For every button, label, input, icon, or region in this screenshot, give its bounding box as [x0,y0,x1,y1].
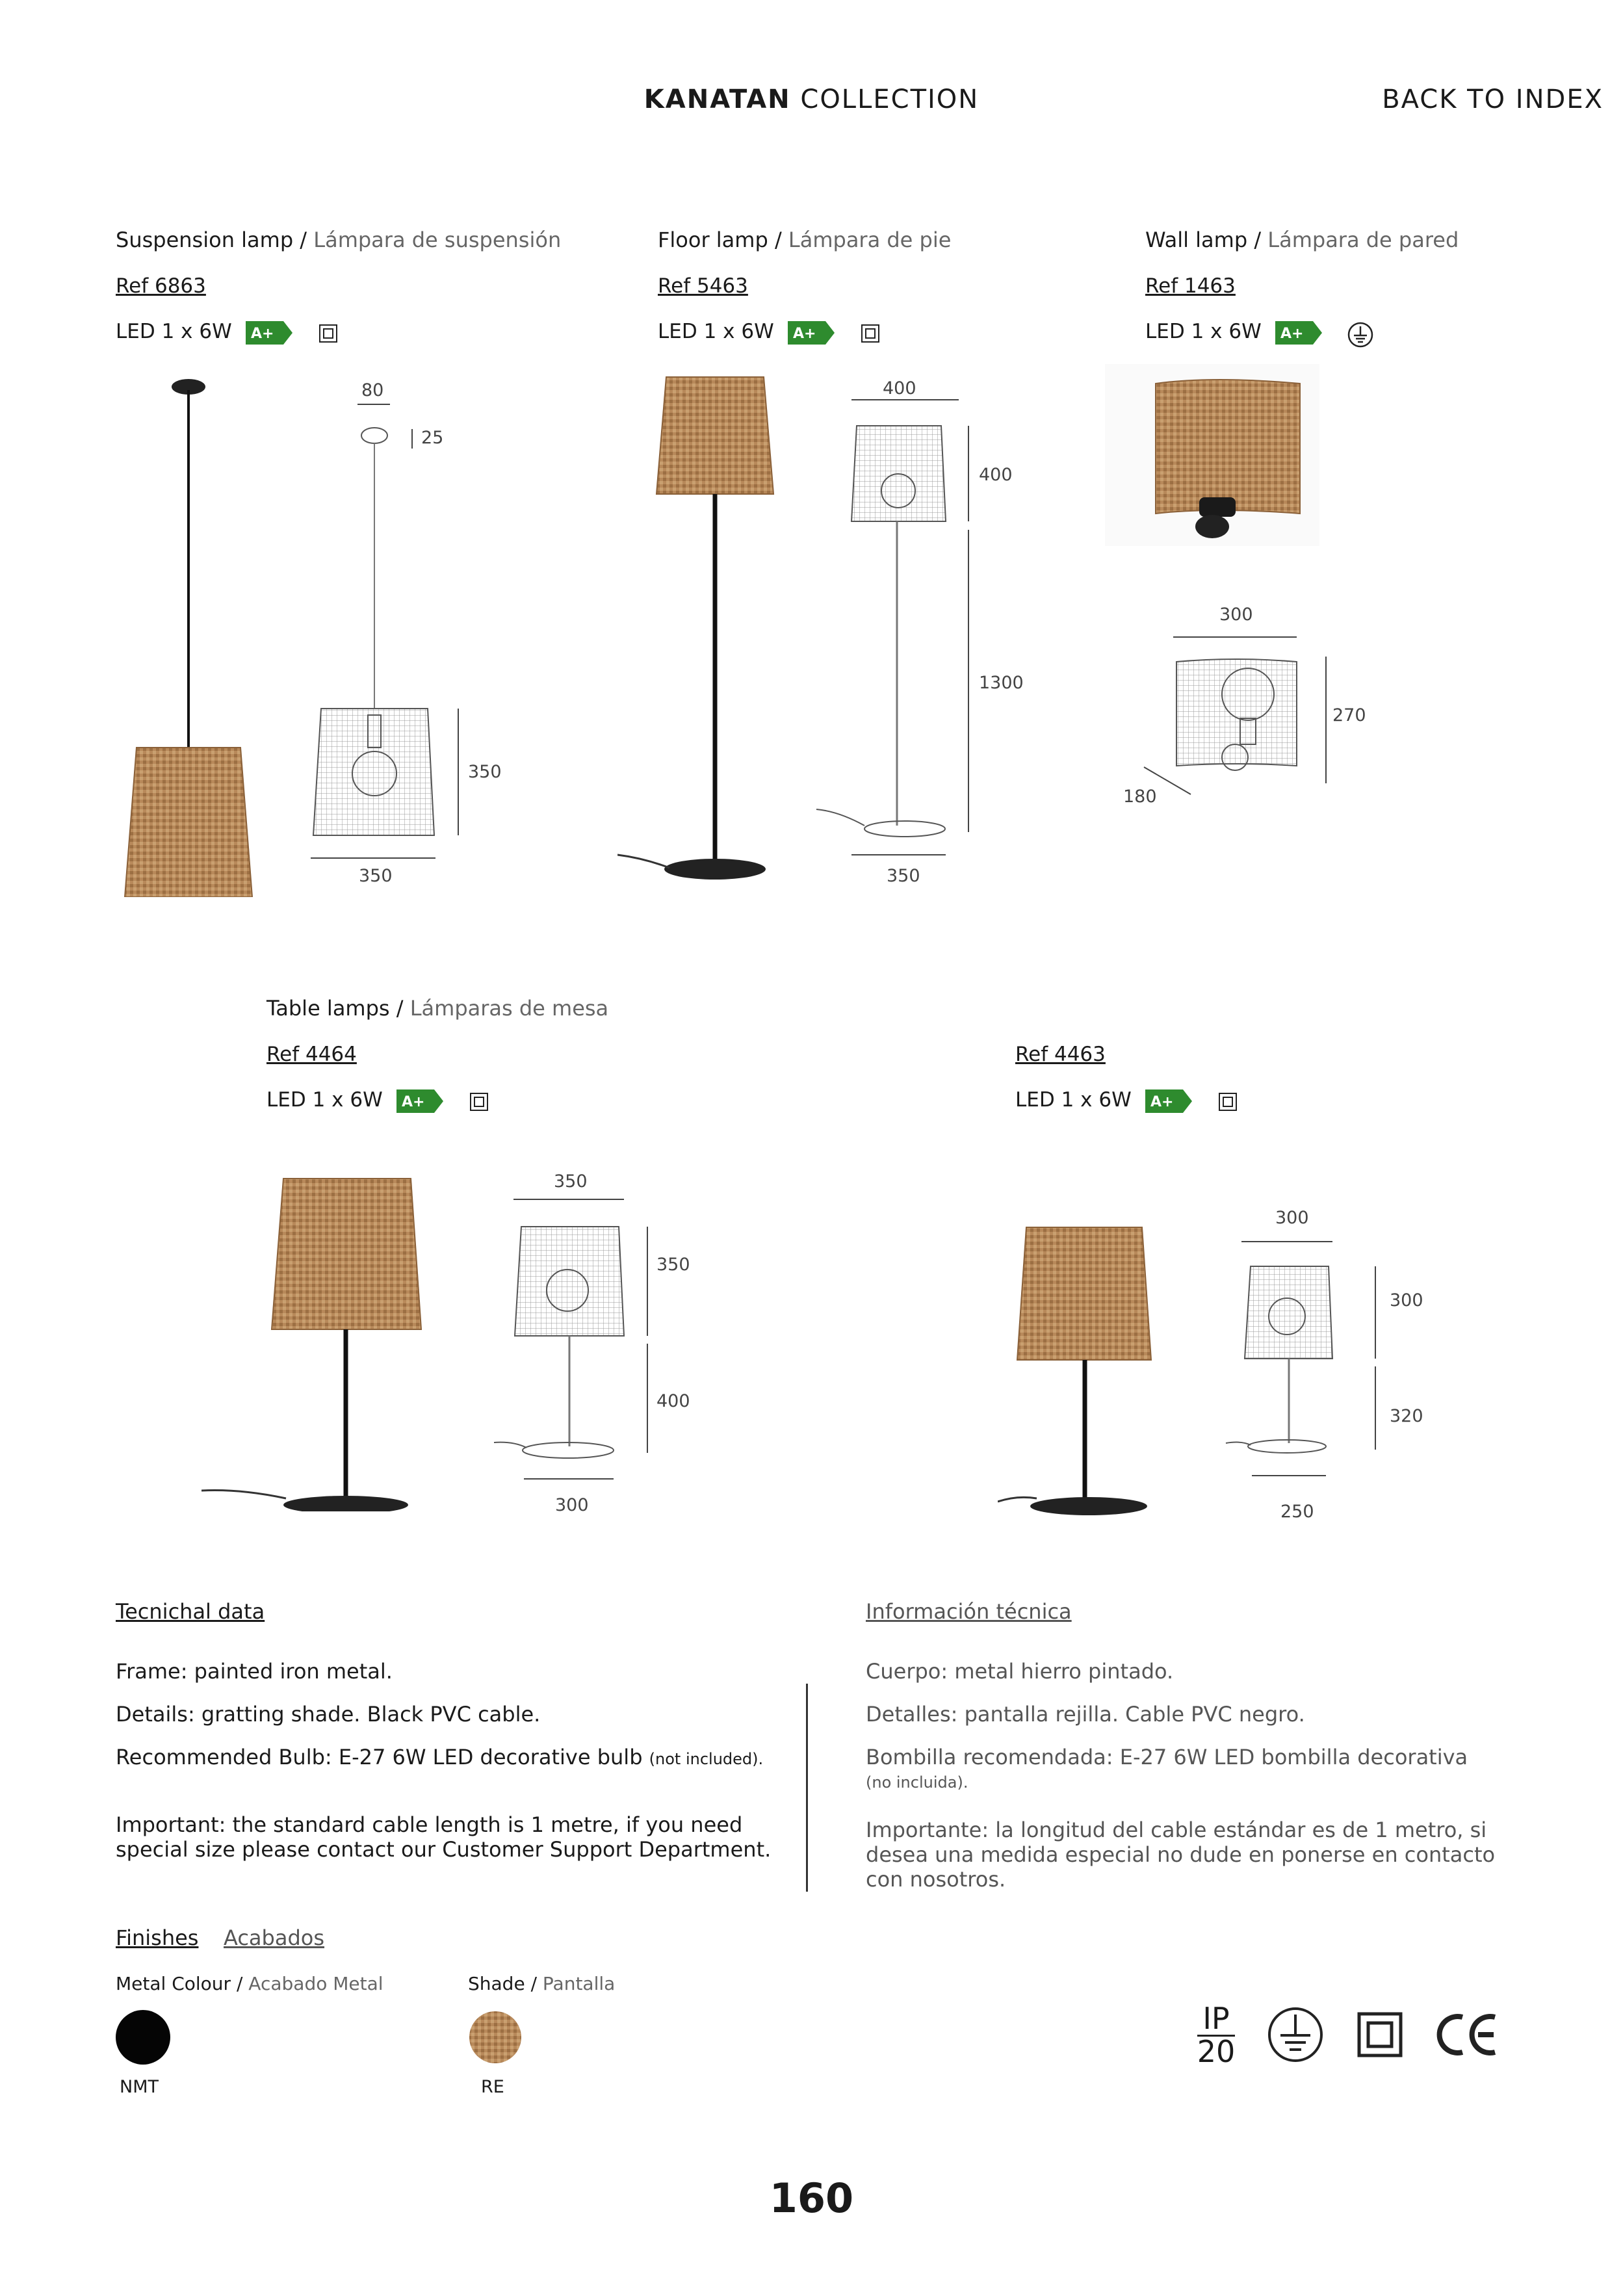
table-lamp-small-drawing [1222,1222,1417,1502]
tech-frame-en: Frame: painted iron metal. [116,1659,393,1684]
class-ii-icon [318,324,338,343]
table-large-dim-shade-height: 350 [656,1255,690,1275]
floor-power: LED 1 x 6W [658,320,774,343]
wall-ref[interactable]: Ref 1463 [1145,274,1236,298]
energy-class-badge [788,321,835,345]
ce-mark-icon [1436,2012,1501,2057]
table-lamp-large-drawing [494,1193,663,1518]
table-small-dim-shade-width: 300 [1275,1208,1309,1228]
wall-title [1145,228,1459,252]
wall-dim-depth: 180 [1123,787,1157,807]
energy-class-label: A+ [251,326,274,342]
tech-important-es-3: con nosotros. [866,1867,1006,1892]
floor-dim-shade-width: 400 [883,378,916,398]
floor-title-en: Floor lamp / [658,228,782,252]
column-divider [806,1684,808,1892]
finish-metal-label-es: Acabado Metal [248,1973,383,1994]
table-small-dim-base-width: 250 [1280,1502,1314,1522]
finish-shade-label-en: Shade / [468,1973,538,1994]
suspension-title-en: Suspension lamp / [116,228,307,252]
tech-bulb-en-note: (not included). [649,1750,764,1768]
table-lamp-small-photo [998,1222,1167,1521]
tech-important-es-1: Importante: la longitud del cable estándar es de 1 metro, si [866,1818,1487,1842]
earth-ground-icon [1347,321,1374,348]
finish-metal-code: NMT [120,2077,159,2097]
floor-lamp-photo [617,374,780,894]
suspension-dim-shade-width: 350 [359,866,393,886]
table-small-dim-stem-height: 320 [1390,1406,1423,1426]
floor-dim-stem-height: 1300 [979,673,1024,693]
suspension-lamp-drawing [305,377,500,897]
finish-shade-code: RE [481,2077,504,2097]
wall-lamp-photo [1105,364,1319,546]
page-number: 160 [769,2174,854,2222]
suspension-dim-canopy-height: 25 [421,428,444,448]
energy-class-badge [1145,1089,1192,1113]
energy-class-badge [246,321,292,345]
class-ii-icon [1357,2012,1403,2057]
tech-frame-es: Cuerpo: metal hierro pintado. [866,1659,1174,1684]
finish-shade-label [468,1973,615,1994]
class-ii-icon [469,1092,489,1112]
table-large-dim-base-width: 300 [555,1495,589,1515]
back-to-index-link[interactable]: BACK TO INDEX [1382,85,1604,114]
table-large-dim-shade-width: 350 [554,1171,588,1192]
ip-label: IP [1202,2001,1230,2036]
tech-important-en-2: special size please contact our Customer Support Department. [116,1837,772,1862]
finish-shade-label-es: Pantalla [542,1973,616,1994]
tech-bulb-es-note: (no incluida). [866,1773,968,1792]
energy-class-label: A+ [1150,1094,1174,1110]
table-large-dim-stem-height: 400 [656,1391,690,1411]
table-small-ref[interactable]: Ref 4463 [1015,1043,1106,1066]
floor-dim-shade-height: 400 [979,465,1013,485]
table-title-es: Lámparas de mesa [409,996,609,1021]
suspension-ref[interactable]: Ref 6863 [116,274,206,298]
tech-bulb-en-text: Recommended Bulb: E-27 6W LED decorative bulb [116,1745,643,1769]
wall-dim-height: 270 [1332,705,1366,725]
wall-dim-width: 300 [1219,605,1253,625]
suspension-dim-canopy-width: 80 [361,380,384,400]
swatch-metal-nmt[interactable] [116,2010,170,2065]
table-small-dim-shade-height: 300 [1390,1290,1423,1311]
energy-class-badge [396,1089,443,1113]
table-large-ref[interactable]: Ref 4464 [266,1043,357,1066]
wall-title-en: Wall lamp / [1145,228,1262,252]
tech-important-es-2: desea una medida especial no dude en ponerse en contacto [866,1842,1496,1867]
table-small-power: LED 1 x 6W [1015,1088,1132,1112]
table-lamp-large-photo [201,1173,442,1511]
finishes-heading-en: Finishes [116,1925,199,1950]
wall-title-es: Lámpara de pared [1267,228,1459,252]
finish-metal-label-en: Metal Colour / [116,1973,243,1994]
suspension-title [116,228,561,252]
suspension-title-es: Lámpara de suspensión [313,228,562,252]
wall-lamp-drawing [1131,618,1365,813]
tech-details-es: Detalles: pantalla rejilla. Cable PVC negro. [866,1702,1305,1727]
floor-dim-base-width: 350 [887,866,920,886]
ip20-icon [1187,2003,1245,2067]
class-ii-icon [861,324,880,343]
suspension-power: LED 1 x 6W [116,320,232,343]
floor-title [658,228,951,252]
collection-word: COLLECTION [800,85,980,114]
table-title-en: Table lamps / [266,996,404,1021]
tech-bulb-es: Bombilla recomendada: E-27 6W LED bombilla decorativa [866,1745,1468,1769]
collection-title [0,85,1623,114]
energy-class-badge [1275,321,1322,345]
energy-class-label: A+ [402,1094,425,1110]
floor-lamp-drawing [812,377,975,884]
finishes-heading-es: Acabados [224,1925,325,1950]
suspension-lamp-photo [110,377,266,897]
class-ii-icon [1218,1092,1238,1112]
finish-metal-label [116,1973,383,1994]
swatch-shade-re[interactable] [468,2010,523,2065]
floor-title-es: Lámpara de pie [788,228,952,252]
wall-power: LED 1 x 6W [1145,320,1262,343]
table-title [266,996,608,1021]
tech-bulb-en [116,1745,763,1769]
suspension-dim-shade-height: 350 [468,762,502,782]
tech-important-en-1: Important: the standard cable length is 1 metre, if you need [116,1812,743,1837]
technical-heading-en: Tecnichal data [116,1599,265,1624]
floor-ref[interactable]: Ref 5463 [658,274,748,298]
energy-class-label: A+ [1280,326,1304,342]
technical-heading-es: Información técnica [866,1599,1072,1624]
collection-name: KANATAN [643,85,791,114]
table-large-power: LED 1 x 6W [266,1088,383,1112]
energy-class-label: A+ [793,326,816,342]
tech-details-en: Details: gratting shade. Black PVC cable. [116,1702,541,1727]
ip-rating: 20 [1197,2034,1236,2069]
earth-ground-icon [1266,2005,1325,2064]
